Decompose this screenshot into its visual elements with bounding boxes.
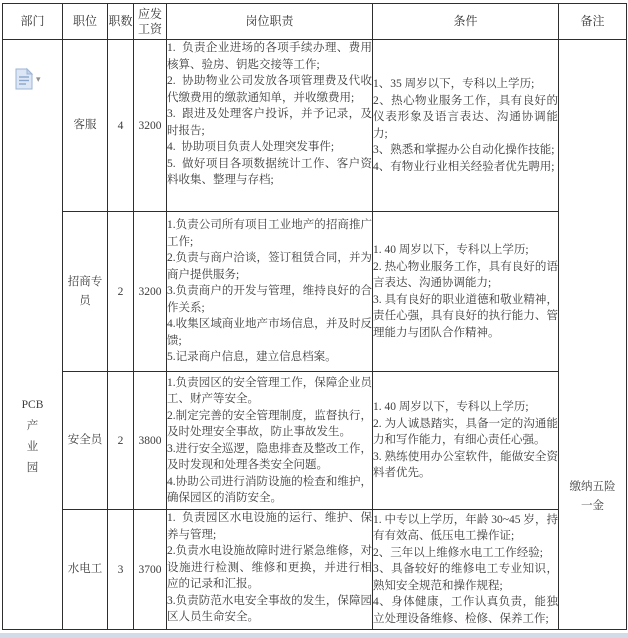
headcount-value: 2 [108,212,134,372]
duty-item: 2.负责与商户洽谈，签订租赁合同，并为商户提供服务; [167,252,372,281]
requirement-item: 2. 为人诚恳踏实，具备一定的沟通能力和写作能力，有细心责任心强。 [373,417,558,447]
table-row [3,212,627,372]
col-header-remarks: 备注 [559,4,627,40]
remarks-text: 缴纳五险 一金 [569,481,616,512]
requirement-item: 1、35 周岁以下，专科以上学历; [373,78,535,90]
duty-item: 3.负责商户的开发与管理，维持良好的合作关系; [167,285,372,314]
duty-item: 5.记录商户信息，建立信息档案。 [167,351,337,364]
table-row [3,40,627,212]
duty-item: 2. 协助物业公司发放各项管理费及代收代缴费用的缴款通知单，并收缴费用; [167,75,372,104]
duty-item: 1. 负责企业进场的各项手续办理、费用核算、验房、钥匙交接等工作; [167,42,372,71]
salary-value: 3700 [134,510,167,630]
salary-value: 3200 [134,40,167,212]
table-row [3,510,627,630]
col-header-duties: 岗位职责 [167,4,373,40]
duties-cell [167,212,373,372]
duty-item: 4.收集区域商业地产市场信息，并及时反馈; [167,318,372,347]
table-header-row [3,4,627,40]
department-cell [3,40,63,630]
table-row [3,372,627,510]
job-positions-table [2,3,627,630]
department-name: PCB 产 业 园 [21,399,44,474]
headcount-value: 3 [108,510,134,630]
requirement-item: 3、熟悉和掌握办公自动化操作技能; [373,144,555,156]
col-header-position: 职位 [63,4,108,40]
duty-item: 1. 负责园区水电设施的运行、维护、保养与管理; [167,512,372,541]
requirements-cell [373,40,559,212]
duties-cell [167,510,373,630]
headcount-value: 4 [108,40,134,212]
paste-document-icon [13,67,35,91]
paste-options-button[interactable] [13,66,47,92]
requirements-cell [373,212,559,372]
requirement-item: 3、具备较好的维修电工专业知识，熟知安全规范和操作规程; [373,563,558,592]
duties-cell [167,40,373,212]
position-name: 招商专员 [63,212,108,372]
col-header-department: 部门 [3,4,63,40]
position-name: 安全员 [63,372,108,510]
window-bottom-edge [0,633,628,638]
requirement-item: 2、热心物业服务工作，具有良好的仪表形象及语言表达、沟通协调能力; [373,94,558,140]
requirement-item: 1. 中专以上学历，年龄 30~45 岁，持有有效高、低压电工操作证; [373,513,558,543]
salary-value: 3200 [134,212,167,372]
requirement-item: 4、有物业行业相关经验者优先聘用; [373,160,555,173]
duties-cell [167,372,373,510]
duty-item: 4. 协助项目负责人处理突发事件; [167,141,335,153]
position-name: 客服 [63,40,108,212]
requirement-item: 1. 40 周岁以下，专科以上学历; [373,401,529,414]
col-header-requirements: 条件 [373,4,559,40]
duty-item: 2.制定完善的安全管理制度，监督执行，及时处理安全事故，防止事故发生。 [167,409,372,438]
requirements-cell [373,510,559,630]
position-name: 水电工 [63,510,108,630]
duty-item: 2.负责水电设施故障时进行紧急维修，对设施进行检测、维修和更换，并进行相应的记录和汇报。 [167,545,372,590]
requirement-item: 4、身体健康，工作认真负责，能独立处理设备维修、检修、保养工作; [373,596,558,625]
requirement-item: 2. 热心物业服务工作，具有良好的语言表达、沟通协调能力; [373,260,558,289]
duty-item: 3.负责防范水电安全事故的发生，保障园区人员生命安全。 [167,594,372,623]
requirement-item: 2、三年以上维修水电工工作经验; [373,546,543,559]
duty-item: 1.负责园区的安全管理工作，保障企业员工、财产等安全。 [167,376,372,405]
salary-value: 3800 [134,372,167,510]
col-header-salary: 应发工资 [134,4,167,40]
col-header-headcount: 职数 [108,4,134,40]
headcount-value: 2 [108,372,134,510]
paste-options-dropdown-icon[interactable]: ▾ [36,73,41,84]
remarks-cell [559,40,627,630]
duty-item: 3. 跟进及处理客户投诉，并予记录，及时报告; [167,108,372,137]
duty-item: 1.负责公司所有项目工业地产的招商推广工作; [167,219,372,248]
requirements-cell [373,372,559,510]
duty-item: 4.协助公司进行消防设施的检查和维护，确保园区的消防安全。 [167,475,372,504]
requirement-item: 3. 熟练使用办公室软件，能做安全资料者优先。 [373,450,558,480]
requirement-item: 3. 具有良好的职业道德和敬业精神，责任心强，具有良好的执行能力、管理能力与团队合作精神。 [373,293,558,339]
requirement-item: 1. 40 周岁以下，专科以上学历; [373,244,529,256]
duty-item: 3.进行安全巡逻，隐患排查及整改工作，及时发现和处理各类安全问题。 [167,442,372,471]
duty-item: 5. 做好项目各项数据统计工作、客户资料收集、整理与存档; [167,157,372,186]
